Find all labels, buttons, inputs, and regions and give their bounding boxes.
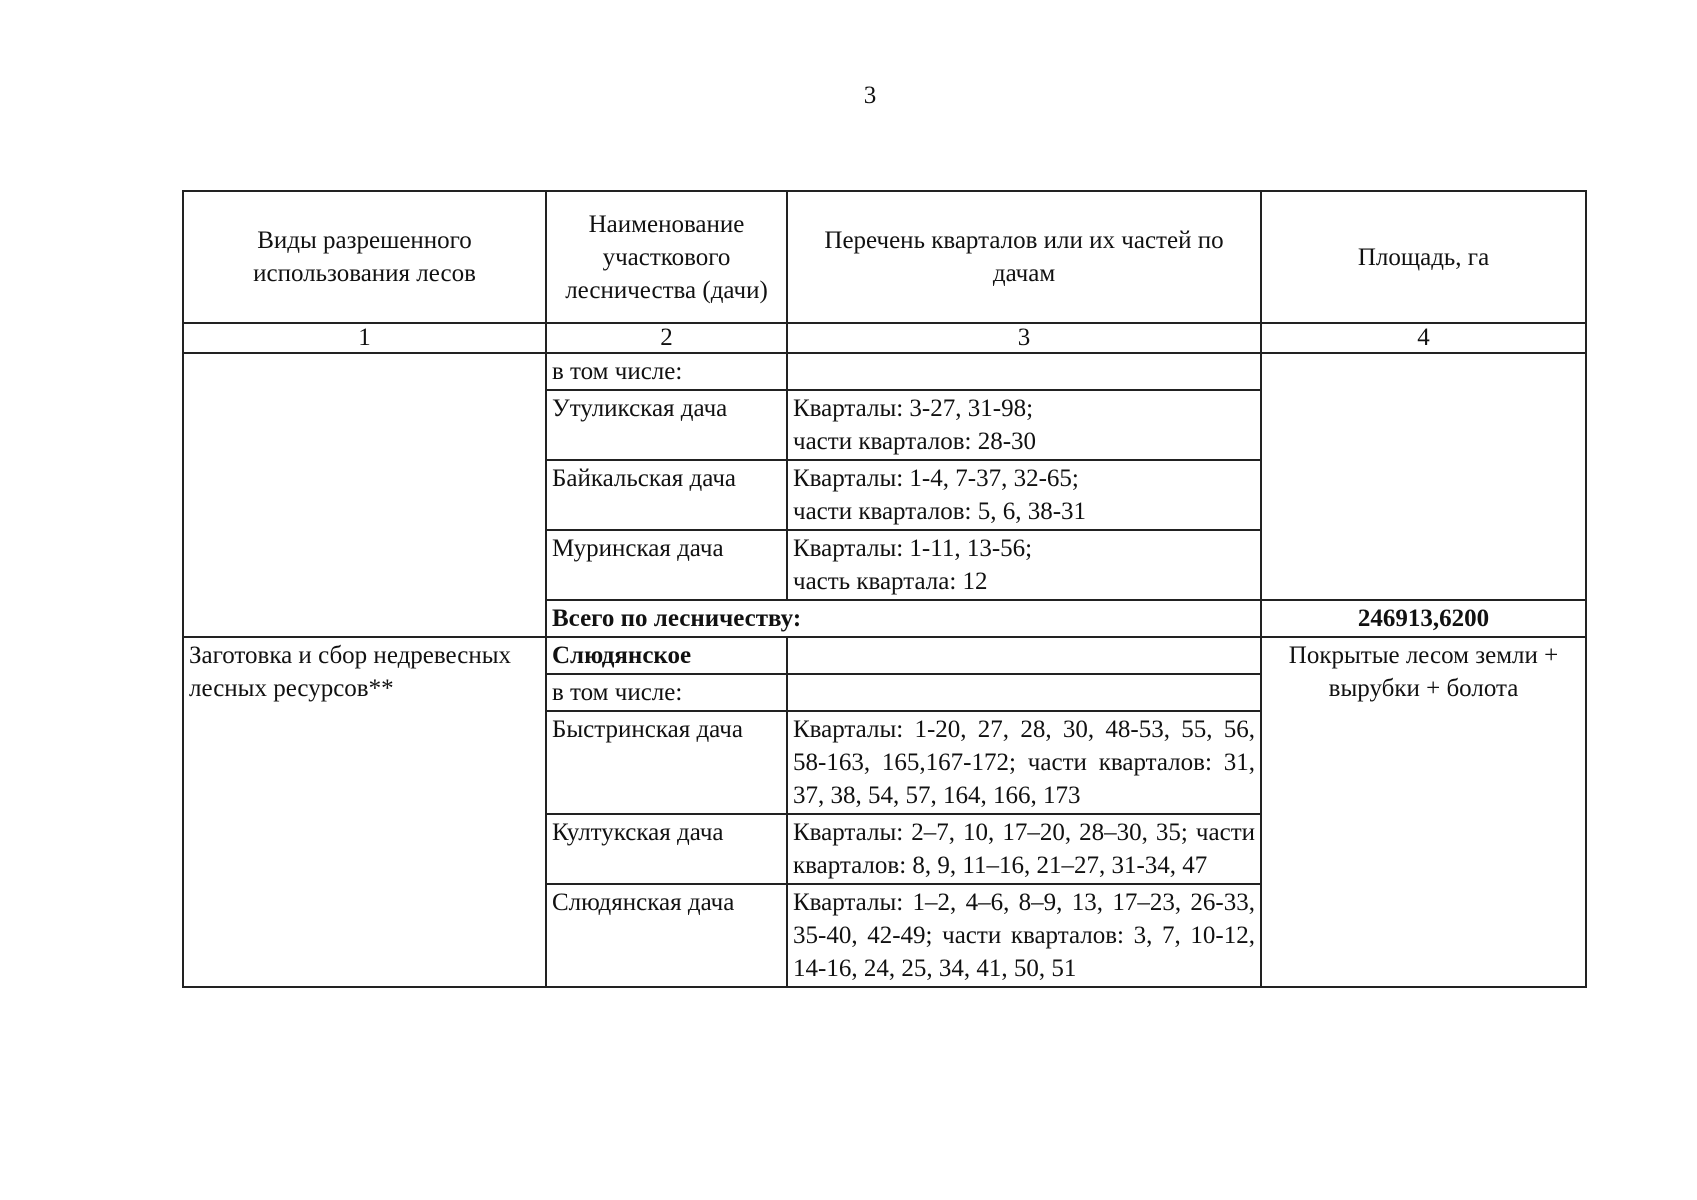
dacha-name: Быстринская дача [546,711,787,814]
dacha-name: Муринская дача [546,530,787,600]
including-label: в том числе: [546,353,787,390]
total-label: Всего по лесничеству: [546,600,1261,637]
column-number: 4 [1261,323,1586,353]
forestry-name: Слюдянское [546,637,787,674]
column-numbers-row [183,323,1586,353]
forest-use-table [182,190,1587,988]
area-cell-empty [1261,353,1586,600]
header-usage-type: Виды разрешенного использования лесов [183,191,546,323]
dacha-name: Слюдянская дача [546,884,787,987]
quarters-list: Кварталы: 2–7, 10, 17–20, 28–30, 35; части кварталов: 8, 9, 11–16, 21–27, 31-34, 47 [787,814,1261,884]
header-area: Площадь, га [1261,191,1586,323]
quarters-cell-empty [787,674,1261,711]
header-quarters-list: Перечень кварталов или их частей по дачам [787,191,1261,323]
quarters-cell-empty [787,637,1261,674]
quarters-line: части кварталов: 28-30 [793,428,1037,455]
quarters-list [787,530,1261,600]
quarters-list [787,460,1261,530]
quarters-list: Кварталы: 1-20, 27, 28, 30, 48-53, 55, 56, 58-163, 165,167-172; части кварталов: 31, 37, 38, 54, 57, 164, 166, 173 [787,711,1261,814]
quarters-list: Кварталы: 1–2, 4–6, 8–9, 13, 17–23, 26-33, 35-40, 42-49; части кварталов: 3, 7, 10-12, 14-16, 24, 25, 34, 41, 50, 51 [787,884,1261,987]
quarters-line: части кварталов: 5, 6, 38-31 [793,498,1087,525]
dacha-name: Култукская дача [546,814,787,884]
quarters-line: Кварталы: 3-27, 31-98; [793,395,1034,422]
quarters-line: Кварталы: 1-4, 7-37, 32-65; [793,465,1079,492]
column-number: 3 [787,323,1261,353]
including-label: в том числе: [546,674,787,711]
table-header-row [183,191,1586,323]
usage-type-cell: Заготовка и сбор недревесных лесных ресурсов** [183,637,546,987]
quarters-line: Кварталы: 1-11, 13-56; [793,535,1033,562]
column-number: 1 [183,323,546,353]
page-number: 3 [863,82,877,109]
table-row [183,353,1586,390]
area-note: Покрытые лесом земли + вырубки + болота [1261,637,1586,987]
dacha-name: Байкальская дача [546,460,787,530]
total-area-value: 246913,6200 [1261,600,1586,637]
table-row [183,637,1586,674]
column-number: 2 [546,323,787,353]
usage-type-cell-empty [183,353,546,637]
quarters-list [787,390,1261,460]
header-forestry-name: Наименование участкового лесничества (дачи) [546,191,787,323]
dacha-name: Утуликская дача [546,390,787,460]
quarters-line: часть квартала: 12 [793,568,988,595]
quarters-cell-empty [787,353,1261,390]
